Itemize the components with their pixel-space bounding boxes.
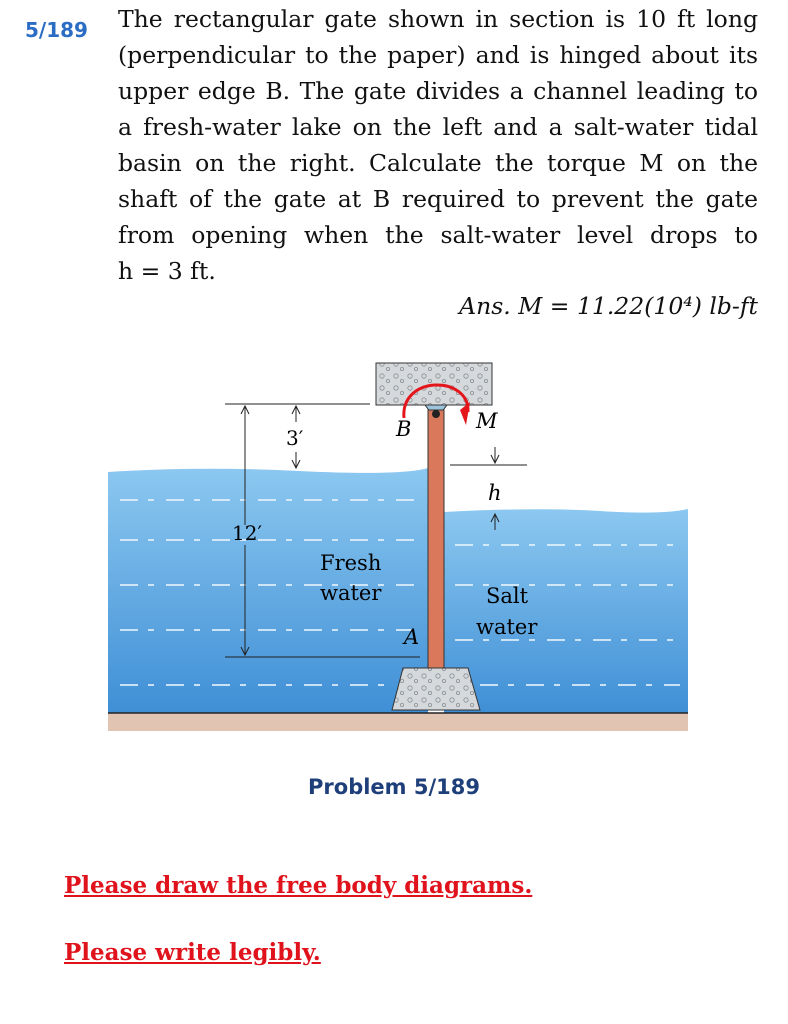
instruction-legible: Please write legibly. — [64, 939, 321, 966]
label-m: M — [476, 409, 498, 433]
label-salt: Salt — [486, 584, 529, 608]
problem-text-line: shaft of the gate at B required to prevent the gate — [118, 185, 758, 213]
instruction-fbd: Please draw the free body diagrams. — [64, 872, 533, 899]
problem-text-line: basin on the right. Calculate the torque M on the — [118, 149, 758, 177]
problem-text-line: from opening when the salt-water level drops to — [118, 221, 758, 249]
problem-text-line: (perpendicular to the paper) and is hinged about its — [118, 41, 758, 69]
hinge-b — [432, 410, 440, 418]
problem-text-line: a fresh-water lake on the left and a salt-water tidal — [118, 113, 758, 141]
label-salt-water: water — [476, 615, 538, 639]
answer: Ans. M = 11.22(10⁴) lb-ft — [459, 292, 758, 320]
gate — [428, 410, 444, 668]
ground — [108, 713, 688, 731]
figure-caption: Problem 5/189 — [308, 775, 480, 799]
dim-3: 3′ — [286, 426, 304, 450]
problem-text-line: The rectangular gate shown in section is 10 ft long — [118, 5, 758, 33]
salt-water — [444, 509, 688, 713]
label-fresh: Fresh — [320, 551, 382, 575]
problem-text-line: h = 3 ft. — [118, 257, 216, 285]
concrete-base — [392, 668, 480, 710]
label-fresh-water: water — [320, 581, 382, 605]
label-a: A — [404, 625, 420, 649]
label-b: B — [396, 417, 412, 441]
problem-text-line: upper edge B. The gate divides a channel leading to — [118, 77, 758, 105]
label-h: h — [488, 481, 502, 505]
dim-12: 12′ — [232, 521, 262, 545]
problem-number: 5/189 — [25, 18, 88, 42]
